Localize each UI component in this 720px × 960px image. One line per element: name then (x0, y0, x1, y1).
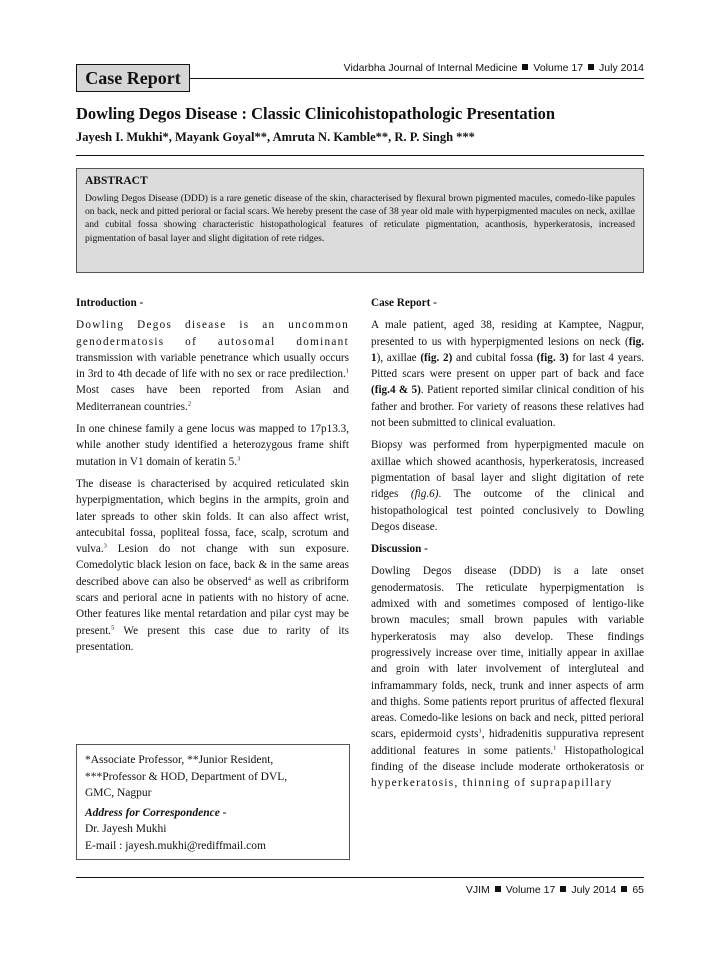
discussion-text: , hidradenitis suppurativa represent additional features in some patients. (371, 728, 644, 757)
footer-volume: Volume 17 (505, 884, 556, 896)
header-rule (190, 78, 644, 79)
discussion-paragraph-1 (371, 563, 644, 791)
page-footer (466, 884, 644, 896)
journal-running-header (344, 62, 644, 74)
abstract-box (76, 168, 644, 273)
introduction-paragraph-1 (76, 317, 349, 415)
citation-ref: 1 (553, 743, 557, 751)
intro-text: as well as cribriform scars and perioral acne in patients with no history of acne. Other features like mental retardation and pilar cyst may be present. (76, 575, 349, 637)
citation-ref: 5 (111, 623, 115, 631)
figure-ref: (fig.6) (410, 488, 439, 501)
citation-ref: 3 (103, 542, 107, 550)
abstract-text: Dowling Degos Disease (DDD) is a rare genetic disease of the skin, characterised by flexural brown pigmented macules, comedo-like papules on back, neck and pitted perioral or facial scars. We hereby present the case of 38 year old male with hyperpigmented macules on neck, axillae and cubital fossa showing characteristic histopathological features of reticulate pigmentation, acanthosis, hyperkeratosis, increased pigmentation of basal layer and slight digitation of rete ridges. (85, 193, 635, 244)
bullet-square-icon (522, 64, 528, 70)
affiliation-line: *Associate Professor, **Junior Resident, (85, 754, 274, 766)
case-text: ), axillae (376, 351, 421, 364)
correspondence-email: E-mail : jayesh.mukhi@rediffmail.com (85, 839, 266, 852)
journal-volume: Volume 17 (533, 62, 584, 74)
case-text: . The outcome of the clinical and histopathological test pointed conclusively to Dowling Degos disease. (371, 488, 645, 533)
footer-journal: VJIM (465, 884, 490, 896)
introduction-paragraph-2 (76, 421, 349, 470)
discussion-heading: Discussion - (371, 543, 428, 556)
case-text: A male patient, aged 38, residing at Kamptee, Nagpur, presented to us with hyperpigmented lesions on neck ( (371, 319, 644, 348)
figure-ref: fig. 1 (371, 335, 644, 364)
intro-text: transmission with variable penetrance which usually occurs in 3rd to 4th decade of life with no sex or race predilection. (76, 351, 349, 381)
introduction-heading: Introduction - (76, 297, 144, 309)
bullet-square-icon (621, 886, 627, 892)
affiliation-box (76, 744, 350, 860)
bullet-square-icon (560, 886, 566, 892)
citation-ref: 1 (478, 727, 482, 735)
intro-text: Lesion do not change with sun exposure. Comedolytic black lesion on face, back & in the same areas described above can also be observed (76, 543, 349, 588)
affiliation-line: ***Professor & HOD, Department of DVL, (85, 770, 288, 783)
correspondence-name: Dr. Jayesh Mukhi (85, 823, 167, 835)
intro-spaced-text: Dowling Degos disease is an uncommon genodermatosis of autosomal dominant (76, 319, 349, 348)
footer-date: July 2014 (571, 884, 617, 896)
journal-name: Vidarbha Journal of Internal Medicine (343, 62, 518, 74)
case-text: . Patient reported similar clinical condition of his father and brother. For variety of reasons these relatives had not been submitted to clinical evaluation. (371, 384, 644, 430)
discussion-text: Histopathological finding of the disease include moderate orthokeratosis or (371, 744, 644, 774)
affiliation-line: GMC, Nagpur (85, 787, 152, 799)
section-label-box: Case Report (76, 64, 190, 92)
footer-rule (76, 877, 644, 878)
intro-text: We present this case due to rarity of its presentation. (76, 624, 349, 653)
discussion-text: Dowling Degos disease (DDD) is a late onset genodermatosis. The reticulate hyperpigmentation is admixed with and sometimes composed of lentigo-like brown macules; small brown papules with variable hyperkeratosis may also develop. These findings progressively increase over time, initially appear in axillae and groin with later involvement of intergluteal and inframammary folds, neck, trunk and inner aspects of arm and thighs. Some patients report pruritus of affected flexural areas. Comedo-like lesions on back and neck, pitted perioral scars, epidermoid cysts (371, 565, 644, 741)
case-report-heading: Case Report - (371, 297, 437, 309)
case-report-paragraph-1 (371, 317, 644, 431)
citation-ref: 3 (237, 454, 241, 462)
right-column (371, 295, 644, 798)
case-text: for last 4 years. Pitted scars were present on upper part of back and face (371, 351, 644, 381)
figure-ref: (fig.4 & 5) (371, 384, 421, 397)
intro-text: In one chinese family a gene locus was mapped to 17p13.3, while another study identified a heterozygous frame shift mutation in V1 domain of keratin 5. (76, 423, 349, 468)
intro-text: The disease is characterised by acquired reticulated skin hyperpigmentation, which begins in the armpits, groin and later spreads to other skin folds. It can also affect wrist, antecubital fossa, popliteal fossa, face, scalp, scrotum and vulva. (76, 477, 349, 556)
citation-ref: 4 (247, 575, 251, 583)
citation-ref: 1 (345, 367, 349, 375)
discussion-spaced-text: hyperkeratosis, thinning of suprapapillary (371, 777, 613, 790)
case-text: Biopsy was performed from hyperpigmented macule on axillae which showed acanthosis, hyperkeratosis, increased pigmentation of basal layer and slight digitation of rete ridges (371, 439, 644, 501)
abstract-heading: ABSTRACT (85, 175, 148, 187)
page-number: 65 (632, 884, 644, 896)
figure-ref: (fig. 2) (420, 351, 453, 364)
case-report-paragraph-2 (371, 437, 644, 535)
title-rule (76, 155, 644, 156)
article-title: Dowling Degos Disease : Classic Clinicohistopathologic Presentation (76, 104, 556, 123)
intro-text: Most cases have been reported from Asian and Mediterranean countries. (76, 384, 349, 413)
citation-ref: 2 (187, 400, 192, 408)
left-column (76, 295, 349, 661)
journal-date: July 2014 (599, 62, 644, 74)
introduction-paragraph-3 (76, 476, 349, 655)
case-text: and cubital fossa (452, 351, 537, 364)
article-authors: Jayesh I. Mukhi*, Mayank Goyal**, Amruta N. Kamble**, R. P. Singh *** (76, 130, 475, 144)
bullet-square-icon (495, 886, 501, 892)
correspondence-label: Address for Correspondence - (85, 806, 227, 819)
figure-ref: (fig. 3) (536, 351, 569, 364)
bullet-square-icon (588, 64, 594, 70)
